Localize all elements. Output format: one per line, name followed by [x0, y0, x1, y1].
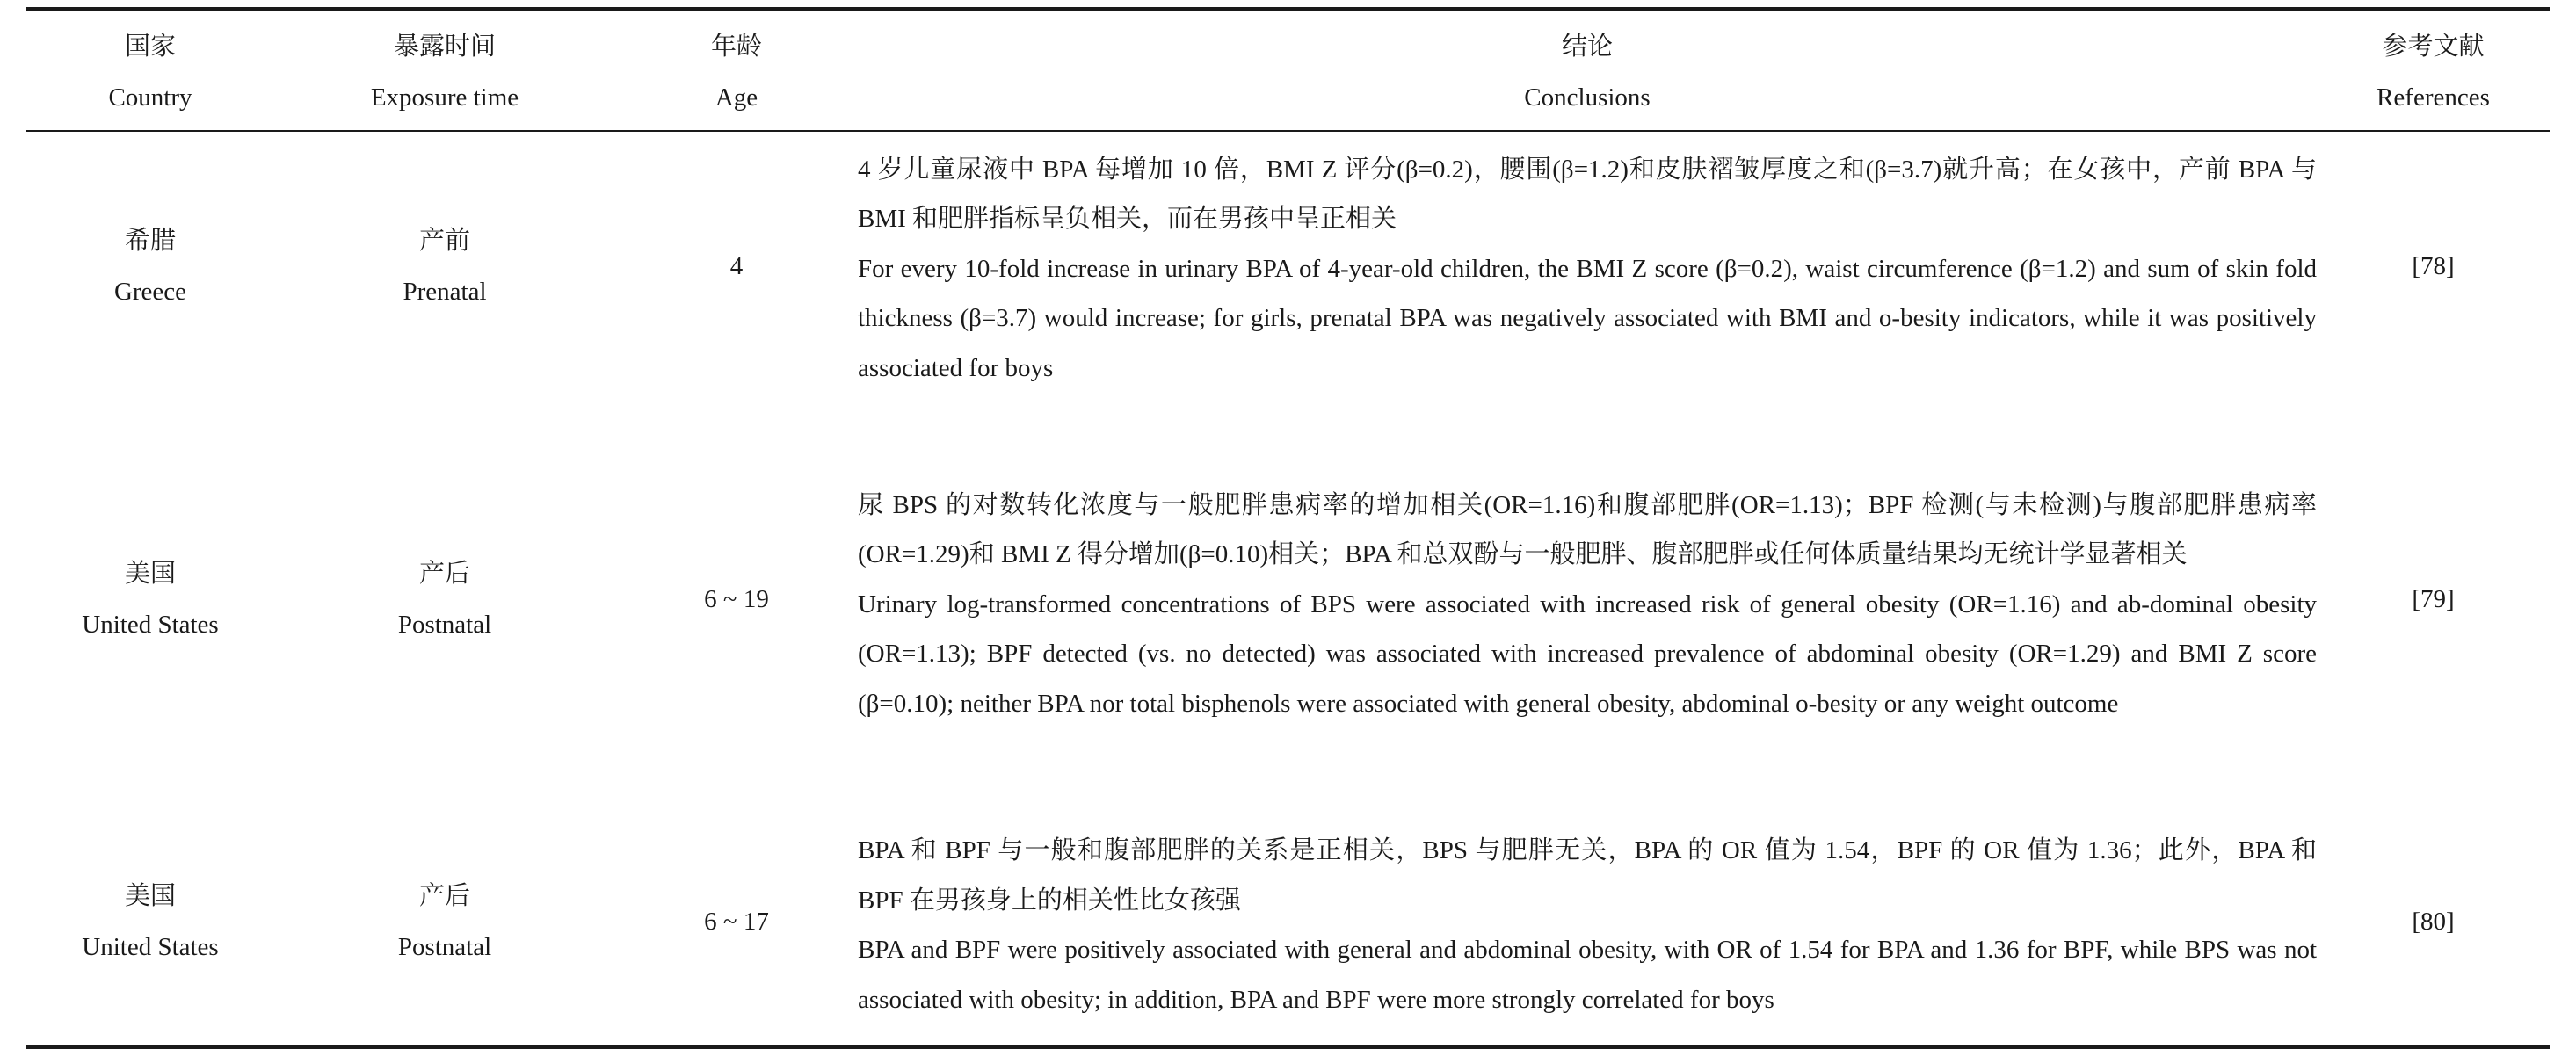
header-references — [2317, 9, 2550, 131]
cell-reference: [78] — [2412, 252, 2455, 280]
header-exposure-en: Exposure time — [370, 83, 519, 112]
country-en: United States — [82, 611, 219, 639]
conclusion-cn: 4 岁儿童尿液中 BPA 每增加 10 倍，BMI Z 评分(β=0.2)，腰围(β=1.2)和皮肤褶皱厚度之和(β=3.7)就升高；在女孩中，产前 BPA 与 BMI 和肥胖指标呈负相关，而在男孩中呈正相关 — [858, 155, 2317, 234]
header-references-cn: 参考文献 — [2382, 33, 2485, 61]
header-country-en: Country — [108, 83, 192, 112]
cell-exposure — [274, 131, 615, 401]
exposure-cn: 产后 — [418, 882, 470, 910]
cell-country — [26, 401, 274, 798]
header-conclusions-cn: 结论 — [1561, 33, 1613, 61]
cell-conclusion — [858, 401, 2317, 798]
conclusion-cn: 尿 BPS 的对数转化浓度与一般肥胖患病率的增加相关(OR=1.16)和腹部肥胖(OR=1.13)；BPF 检测(与未检测)与腹部肥胖患病率(OR=1.29)和 BMI Z 得分增加(β=0.10)相关；BPA 和总双酚与一般肥胖、腹部肥胖或任何体质量结果均无统计学显著相关 — [858, 490, 2317, 569]
conclusion-cn: BPA 和 BPF 与一般和腹部肥胖的关系是正相关，BPS 与肥胖无关，BPA 的 OR 值为 1.54，BPF 的 OR 值为 1.36；此外，BPA 和 BPF 在男孩身上的相关性比女孩强 — [858, 836, 2317, 915]
exposure-cn: 产后 — [418, 560, 470, 588]
country-cn: 希腊 — [124, 227, 176, 255]
country-cn: 美国 — [124, 882, 176, 910]
cell-reference: [79] — [2412, 585, 2455, 613]
cell-exposure — [274, 401, 615, 798]
header-country-cn: 国家 — [124, 33, 176, 61]
cell-age: 6 ~ 19 — [704, 585, 769, 613]
table-row — [26, 131, 2550, 401]
conclusion-en: Urinary log-transformed concentrations of BPS were associated with increased risk of general obesity (OR=1.16) and ab-dominal obesity (OR=1.13); BPF detected (vs. no detected) was associated with increased prevalence of abdominal obesity (OR=1.29) and BMI Z score (β=0.10); neither BPA nor total bisphenols were associated with general obesity, abdominal o-besity or any weight outcome — [858, 590, 2317, 718]
cell-country — [26, 131, 274, 401]
header-conclusions — [858, 9, 2317, 131]
exposure-en: Postnatal — [397, 611, 492, 639]
bisphenol-obesity-table — [26, 7, 2550, 1049]
table-row — [26, 401, 2550, 798]
header-row — [26, 9, 2550, 131]
cell-age: 6 ~ 17 — [704, 908, 769, 936]
country-cn: 美国 — [124, 560, 176, 588]
cell-conclusion — [858, 131, 2317, 401]
header-conclusions-en: Conclusions — [1524, 83, 1651, 112]
conclusion-en: BPA and BPF were positively associated with general and abdominal obesity, with OR of 1.54 for BPA and 1.36 for BPF, while BPS was not associated with obesity; in addition, BPA and BPF were more strongly correlated for boys — [858, 936, 2317, 1014]
exposure-en: Postnatal — [397, 933, 492, 961]
cell-exposure — [274, 798, 615, 1047]
header-country — [26, 9, 274, 131]
exposure-cn: 产前 — [418, 227, 470, 255]
country-en: Greece — [113, 278, 187, 306]
header-exposure — [274, 9, 615, 131]
cell-conclusion — [858, 798, 2317, 1047]
cell-country — [26, 798, 274, 1047]
conclusion-en: For every 10-fold increase in urinary BPA of 4-year-old children, the BMI Z score (β=0.2), waist circumference (β=1.2) and sum of skin fold thickness (β=3.7) would increase; for girls, prenatal BPA was negatively associated with BMI and o-besity indicators, while it was positively associated for boys — [858, 254, 2317, 382]
table-row — [26, 798, 2550, 1047]
country-en: United States — [82, 933, 219, 961]
cell-age: 4 — [729, 252, 744, 280]
header-age-cn: 年龄 — [710, 33, 762, 61]
header-exposure-cn: 暴露时间 — [393, 33, 496, 61]
header-age-en: Age — [715, 83, 758, 112]
cell-reference: [80] — [2412, 908, 2455, 936]
exposure-en: Prenatal — [403, 278, 487, 306]
header-references-en: References — [2376, 83, 2490, 112]
header-age — [615, 9, 858, 131]
